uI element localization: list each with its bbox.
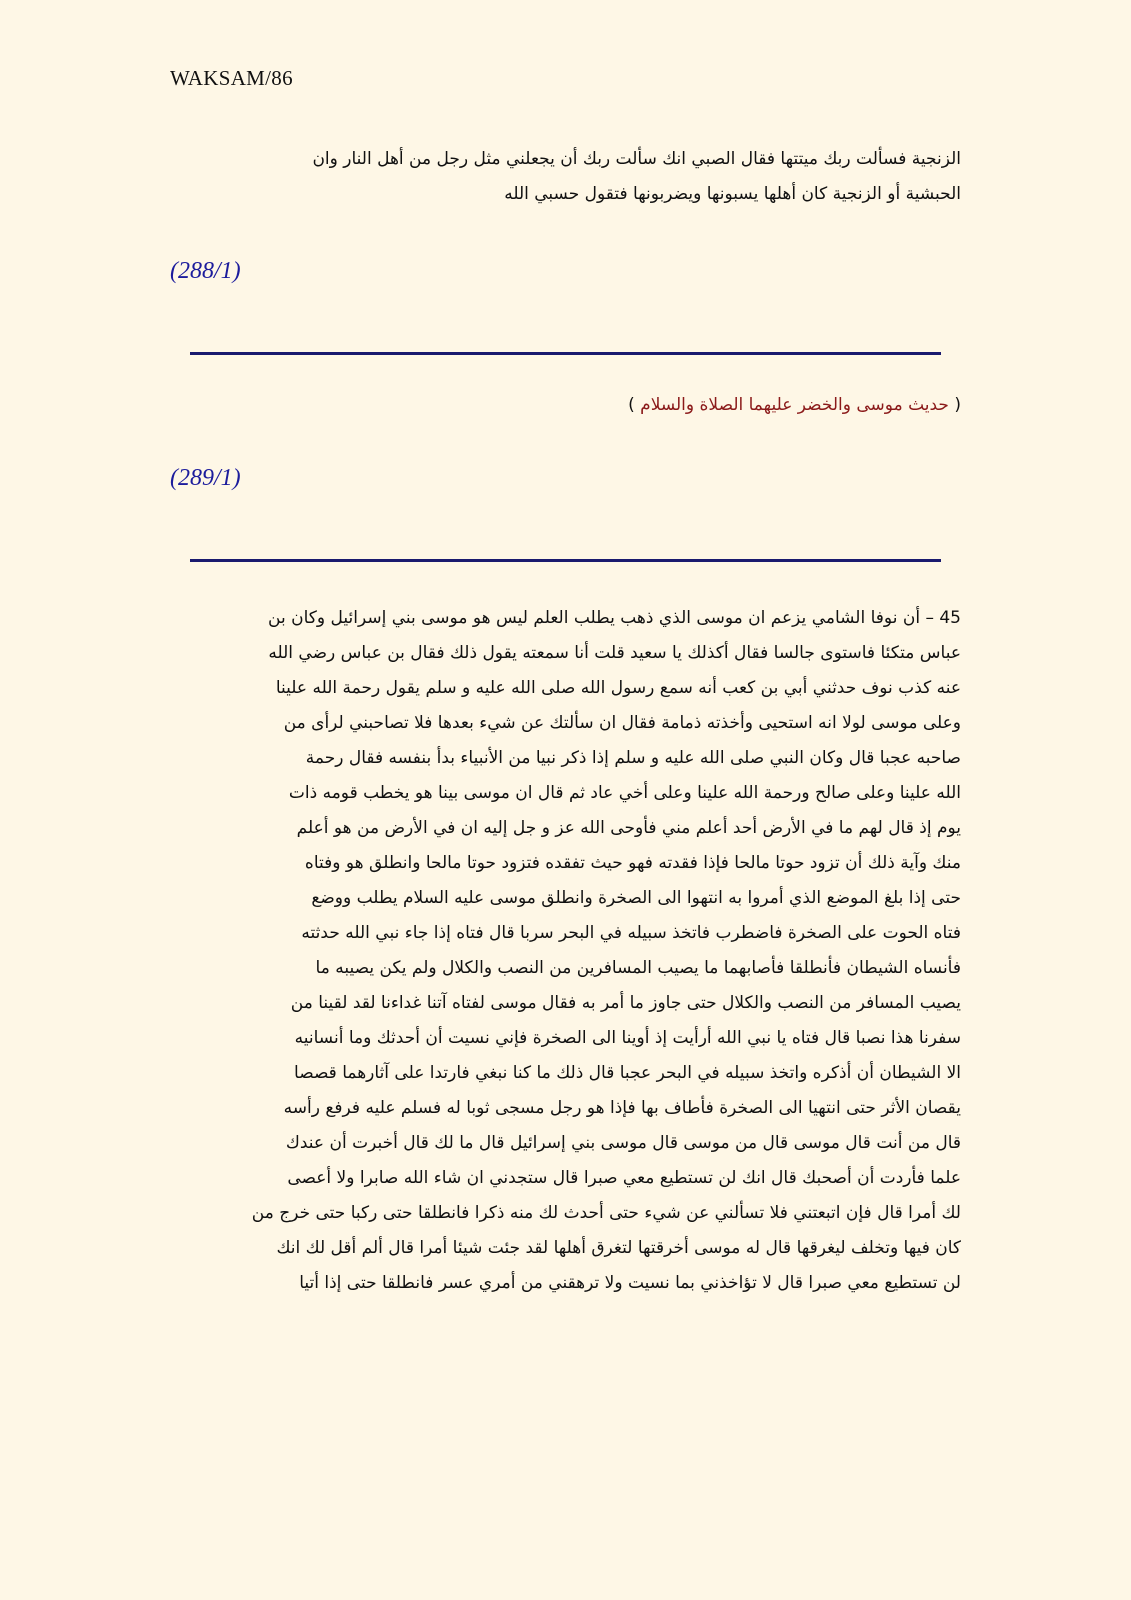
text-line: منك وآية ذلك أن تزود حوتا مالحا فإذا فقدته فهو حيث تفقده فتزود حوتا مالحا وانطلق هو وفتاه — [304, 853, 961, 873]
reference-number: (289/1) — [170, 465, 241, 491]
text-line: كان فيها وتخلف ليغرقها قال له موسى أخرقتها لتغرق أهلها لقد جئت شيئا أمرا قال ألم أقل لك انك — [276, 1238, 961, 1258]
text-line: علما فأردت أن أصحبك قال انك لن تستطيع معي صبرا قال ستجدني ان شاء الله صابرا ولا أعصى — [287, 1168, 961, 1188]
text-line: عباس متكئا فاستوى جالسا فقال أكذلك يا سعيد قلت أنا سمعته يقول ذلك فقال بن عباس رضي الله — [268, 643, 961, 663]
reference-number: (288/1) — [170, 258, 241, 284]
page-header-code: WAKSAM/86 — [170, 66, 293, 90]
text-line: فتاه الحوت على الصخرة فاضطرب فاتخذ سبيله في البحر سربا قال فتاه إذا جاء نبي الله حدثته — [301, 923, 961, 943]
text-line: يقصان الأثر حتى انتهيا الى الصخرة فأطاف بها فإذا هو رجل مسجى ثوبا له فسلم عليه فرفع رأسه — [283, 1098, 961, 1118]
text-line: صاحبه عجبا قال وكان النبي صلى الله عليه و سلم إذا ذكر نبيا من الأنبياء بدأ بنفسه فقال رحمة — [305, 748, 961, 768]
section-divider — [190, 559, 941, 562]
text-line: وعلى موسى لولا انه استحيى وأخذته ذمامة فقال ان سألتك عن شيء بعدها فلا تصاحبني لرأى من — [283, 713, 961, 733]
text-line: الله علينا وعلى صالح ورحمة الله علينا وعلى أخي عاد ثم قال ان موسى بينا هو يخطب قومه ذات — [288, 783, 961, 803]
text-line: عنه كذب نوف حدثني أبي بن كعب أنه سمع رسول الله صلى الله عليه و سلم يقول رحمة الله علينا — [275, 678, 961, 698]
text-line: حتى إذا بلغ الموضع الذي أمروا به انتهوا الى الصخرة وانطلق موسى عليه السلام يطلب ووضع — [311, 888, 961, 908]
section-divider — [190, 352, 941, 355]
top-paragraph — [312, 142, 961, 212]
text-line: 45 – أن نوفا الشامي يزعم ان موسى الذي ذهب يطلب العلم ليس هو موسى بني إسرائيل وكان بن — [268, 608, 961, 628]
section-heading — [628, 395, 961, 415]
heading-title: حديث موسى والخضر عليهما الصلاة والسلام — [640, 395, 949, 415]
text-line: الا الشيطان أن أذكره واتخذ سبيله في البحر عجبا قال ذلك ما كنا نبغي فارتدا على آثارهما قصصا — [294, 1063, 961, 1083]
heading-open-paren: ( — [948, 395, 961, 415]
text-line: قال من أنت قال موسى قال من موسى قال موسى بني إسرائيل قال ما لك قال أخبرت أن عندك — [285, 1133, 961, 1153]
heading-close-paren: ) — [628, 395, 641, 415]
text-line: لك أمرا قال فإن اتبعتني فلا تسألني عن شيء حتى أحدث لك منه ذكرا فانطلقا حتى ركبا حتى خرج من — [251, 1203, 961, 1223]
text-line: الحبشية أو الزنجية كان أهلها يسبونها ويضربونها فتقول حسبي الله — [504, 184, 961, 204]
main-paragraph — [252, 601, 961, 1301]
text-line: يوم إذ قال لهم ما في الأرض أحد أعلم مني فأوحى الله عز و جل إليه ان في الأرض من هو أعلم — [296, 818, 961, 838]
text-line: لن تستطيع معي صبرا قال لا تؤاخذني بما نسيت ولا ترهقني من أمري عسر فانطلقا حتى إذا أتيا — [299, 1273, 961, 1293]
text-line: فأنساه الشيطان فأنطلقا فأصابهما ما يصيب المسافرين من النصب والكلال ولم يكن يصيبه ما — [315, 958, 961, 978]
text-line: يصيب المسافر من النصب والكلال حتى جاوز ما أمر به فقال موسى لفتاه آتنا غداءنا لقد لقينا من — [290, 993, 961, 1013]
text-line: الزنجية فسألت ربك ميتتها فقال الصبي انك سألت ربك أن يجعلني مثل رجل من أهل النار وان — [312, 149, 961, 169]
text-line: سفرنا هذا نصبا قال فتاه يا نبي الله أرأيت إذ أوينا الى الصخرة فإني نسيت أن أحدثك وما أنسانيه — [294, 1028, 961, 1048]
